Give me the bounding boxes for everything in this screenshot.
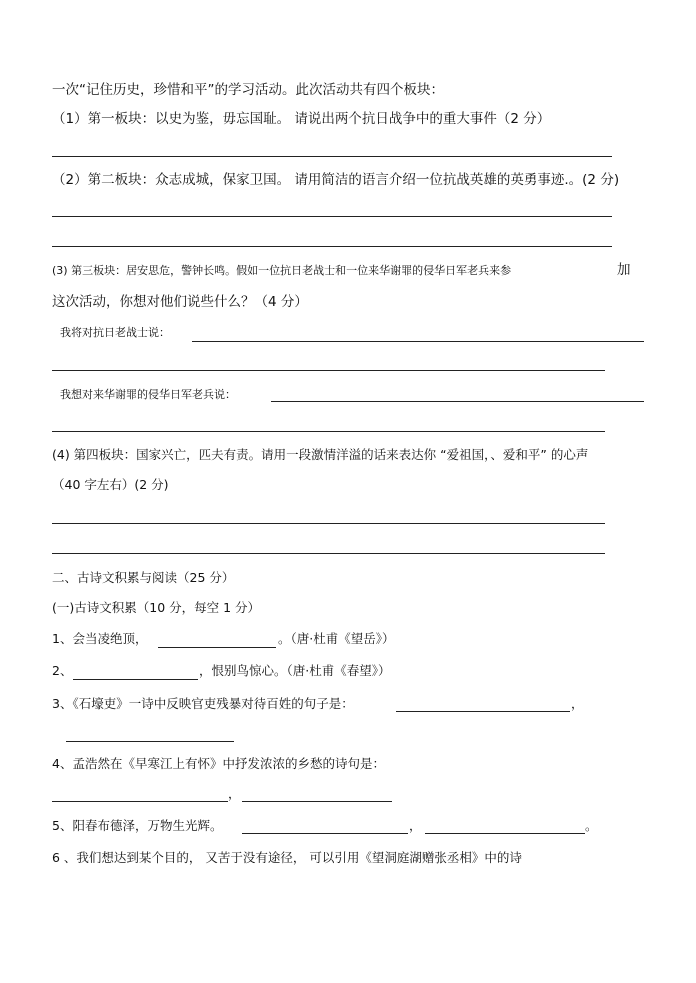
question-1-text: （1）第一板块：以史为鉴，毋忘国耻。 请说出两个抗日战争中的重大事件（2 分） [52, 111, 551, 127]
answer-line-q2-1[interactable] [52, 216, 612, 217]
poem-item-4-comma: ， [228, 786, 241, 801]
answer-line-veteran-1[interactable] [192, 341, 644, 342]
question-4-line-2: （40 字左右）(2 分) [52, 477, 169, 492]
blank-item-2[interactable] [73, 679, 198, 680]
question-3-line-1-end: 加 [617, 262, 631, 278]
poem-item-3-comma: ， [571, 696, 584, 711]
section-2-subtitle: (一)古诗文积累（10 分，每空 1 分） [52, 600, 261, 615]
blank-item-4-1[interactable] [52, 801, 228, 802]
question-3-line-1: (3) 第三板块：居安思危，警钟长鸣。假如一位抗日老战士和一位来华谢罪的侵华日军老兵来参 [52, 264, 512, 277]
label-japanese-veteran: 我想对来华谢罪的侵华日军老兵说： [60, 388, 236, 401]
blank-item-5-2[interactable] [425, 833, 585, 834]
blank-item-3-2[interactable] [66, 741, 234, 742]
answer-line-q2-2[interactable] [52, 246, 612, 247]
answer-line-q4-2[interactable] [52, 553, 605, 554]
poem-item-1-suffix: 。（唐·杜甫《望岳》） [278, 631, 395, 646]
blank-item-3-1[interactable] [396, 711, 570, 712]
answer-line-japanese-2[interactable] [52, 431, 605, 432]
blank-item-4-2[interactable] [242, 801, 392, 802]
poem-item-2-suffix: ，恨别鸟惊心。（唐·杜甫《春望》） [199, 663, 391, 678]
poem-item-5-comma: ， [409, 818, 422, 833]
poem-item-6-text: 6 、我们想达到某个目的， 又苦于没有途径， 可以引用《望洞庭湖赠张丞相》中的诗 [52, 850, 522, 865]
poem-item-5-period: 。 [585, 818, 598, 833]
question-2-text: （2）第二板块：众志成城，保家卫国。 请用简洁的语言介绍一位抗战英雄的英勇事迹.。(2 分) [52, 172, 620, 188]
question-3-line-2: 这次活动，你想对他们说些什么？（4 分） [52, 294, 308, 310]
poem-item-3-prefix: 3、《石壕吏》一诗中反映官吏残暴对待百姓的句子是： [52, 696, 354, 711]
intro-text: 一次“记住历史，珍惜和平”的学习活动。此次活动共有四个板块： [52, 82, 444, 98]
answer-line-veteran-2[interactable] [52, 370, 605, 371]
poem-item-1-prefix: 1、会当凌绝顶， [52, 631, 148, 646]
answer-line-q4-1[interactable] [52, 523, 605, 524]
answer-line-q1[interactable] [52, 156, 612, 157]
answer-line-japanese-1[interactable] [271, 401, 644, 402]
section-2-title: 二、古诗文积累与阅读（25 分） [52, 570, 235, 585]
question-4-line-1: (4) 第四板块：国家兴亡，匹夫有责。请用一段激情洋溢的话来表达你 “爱祖国，、爱和平” 的心声 [52, 447, 589, 462]
poem-item-4-prefix: 4、孟浩然在《早寒江上有怀》中抒发浓浓的乡愁的诗句是： [52, 756, 385, 771]
poem-item-2-prefix: 2、 [52, 663, 73, 678]
blank-item-5-1[interactable] [242, 833, 408, 834]
poem-item-5-prefix: 5、阳春布德泽，万物生光辉。 [52, 818, 223, 833]
blank-item-1[interactable] [158, 647, 276, 648]
label-veteran: 我将对抗日老战士说： [60, 326, 170, 339]
